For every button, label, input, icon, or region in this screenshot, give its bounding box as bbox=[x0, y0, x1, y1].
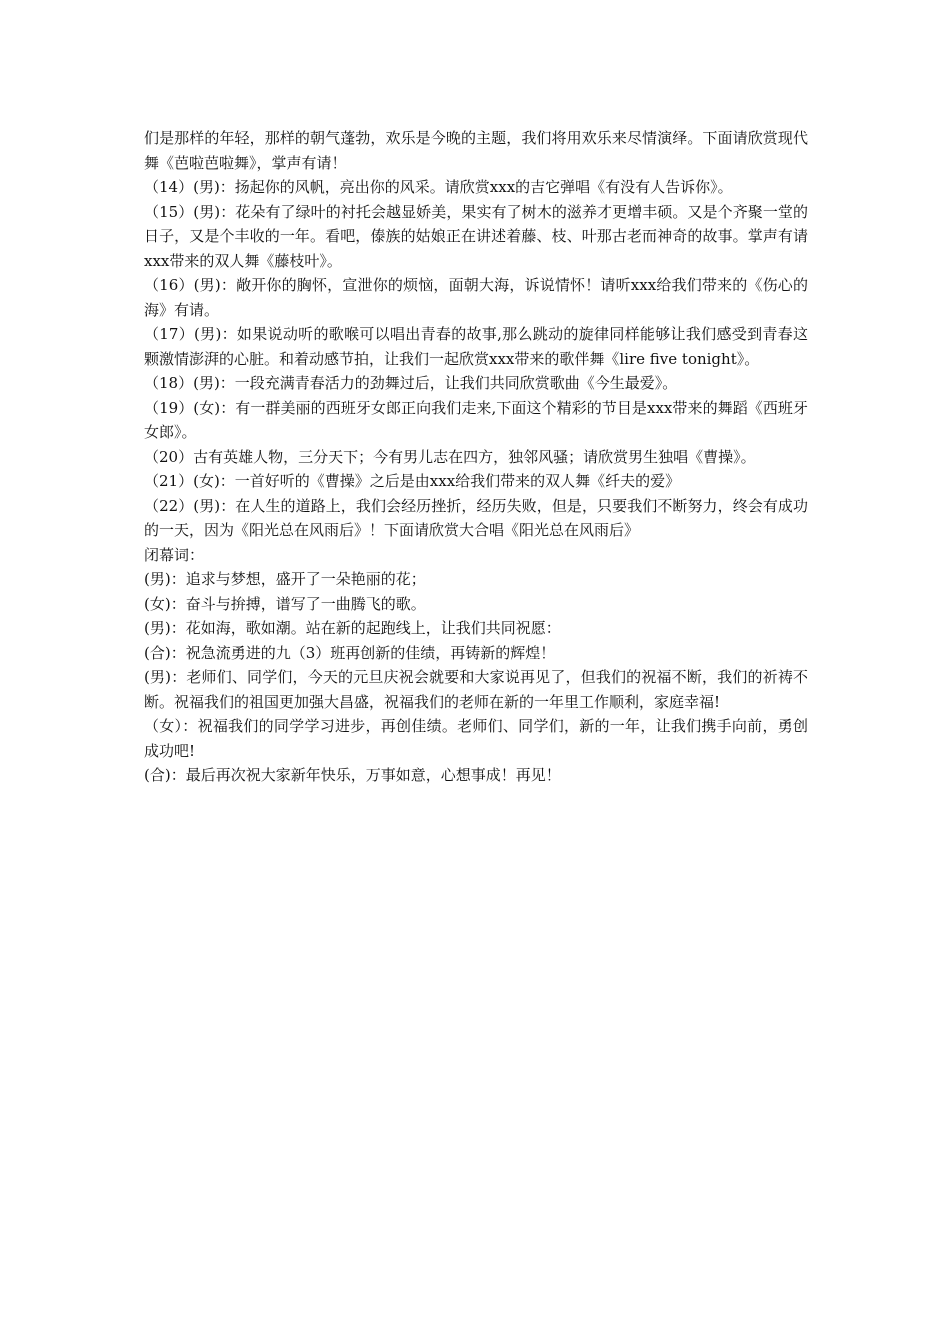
closing-line-male-2: (男)：花如海，歌如潮。站在新的起跑线上，让我们共同祝愿： bbox=[144, 619, 561, 637]
paragraph-22: （22）(男)：在人生的道路上，我们会经历挫折，经历失败，但是，只要我们不断努力，终会有成功的一天，因为《阳光总在风雨后》！下面请欣赏大合唱《阳光总在风雨后》 bbox=[144, 496, 808, 539]
paragraph-21: （21）(女)：一首好听的《曹操》之后是由xxx给我们带来的双人舞《纤夫的爱》 bbox=[144, 472, 681, 490]
paragraph-intro-continuation: 们是那样的年轻，那样的朝气蓬勃，欢乐是今晚的主题，我们将用欢乐来尽情演绎。下面请欣赏现代舞《芭啦芭啦舞》，掌声有请！ bbox=[144, 129, 808, 172]
closing-line-female-1: (女)：奋斗与拚搏，谱写了一曲腾飞的歌。 bbox=[144, 594, 426, 613]
closing-line-female-2: （女）：祝福我们的同学学习进步，再创佳绩。老师们、同学们，新的一年，让我们携手向前，勇创成功吧! bbox=[144, 717, 808, 760]
paragraph-17: （17）(男)：如果说动听的歌喉可以唱出青春的故事,那么跳动的旋律同样能够让我们感受到青春这颗激情澎湃的心脏。和着动感节拍，让我们一起欣赏xxx带来的歌伴舞《lire five tonight》。 bbox=[144, 325, 808, 368]
closing-heading: 闭幕词： bbox=[144, 545, 205, 564]
paragraph-15: （15）(男)：花朵有了绿叶的衬托会越显娇美，果实有了树木的滋养才更增丰硕。又是个齐聚一堂的日子，又是个丰收的一年。看吧，傣族的姑娘正在讲述着藤、枝、叶那古老而神奇的故事。掌声有请xxx带来的双人舞《藤枝叶》。 bbox=[144, 202, 808, 270]
paragraph-19: （19）(女)：有一群美丽的西班牙女郎正向我们走来,下面这个精彩的节目是xxx带来的舞蹈《西班牙女郎》。 bbox=[144, 398, 808, 441]
paragraph-16: （16）(男)：敞开你的胸怀，宣泄你的烦恼，面朝大海，诉说情怀！请听xxx给我们带来的《伤心的海》有请。 bbox=[144, 276, 808, 319]
closing-line-together-1: (合)：祝急流勇进的九（3）班再创新的佳绩，再铸新的辉煌！ bbox=[144, 643, 556, 662]
paragraph-14: （14）(男)：扬起你的风帆，亮出你的风采。请欣赏xxx的吉它弹唱《有没有人告诉你》。 bbox=[144, 178, 733, 196]
closing-line-male-1: (男)：追求与梦想，盛开了一朵艳丽的花； bbox=[144, 570, 426, 588]
paragraph-20: （20）古有英雄人物，三分天下；今有男儿志在四方，独邻风骚；请欣赏男生独唱《曹操》。 bbox=[144, 447, 756, 466]
paragraph-18: （18）(男)：一段充满青春活力的劲舞过后，让我们共同欣赏歌曲《今生最爱》。 bbox=[144, 374, 678, 392]
closing-line-male-3: (男)：老师们、同学们，今天的元旦庆祝会就要和大家说再见了，但我们的祝福不断，我们的祈祷不断。祝福我们的祖国更加强大昌盛，祝福我们的老师在新的一年里工作顺利，家庭幸福! bbox=[144, 668, 808, 711]
document-body bbox=[144, 126, 808, 788]
closing-line-together-2: (合)：最后再次祝大家新年快乐，万事如意，心想事成！再见！ bbox=[144, 766, 561, 784]
